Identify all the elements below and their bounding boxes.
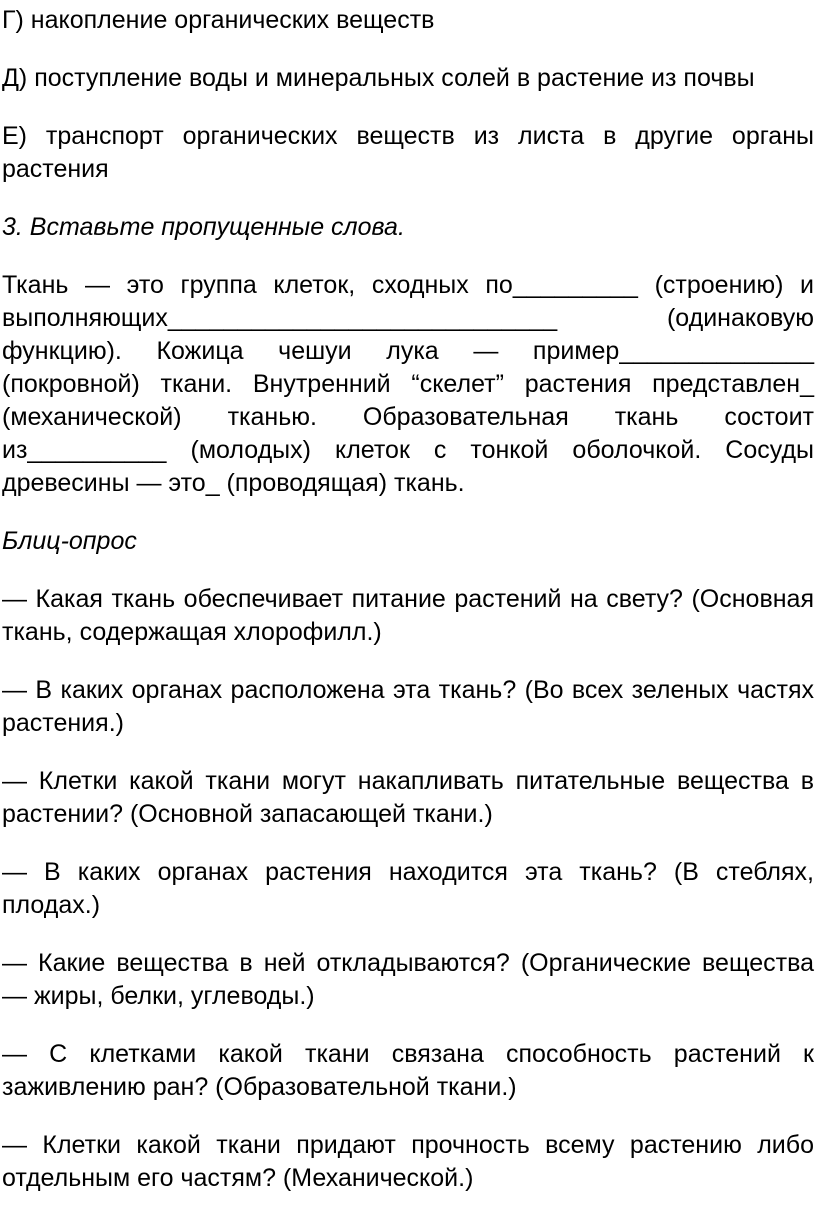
blitz-question-1: — Какая ткань обеспечивает питание растений на свету? (Основная ткань, содержащая хлорофилл.) [2, 585, 814, 646]
answer-option-g: Г) накопление органических веществ [2, 6, 435, 34]
blitz-heading: Блиц-опрос [2, 527, 137, 555]
blitz-question-6: — С клетками какой ткани связана способность растений к заживлению ран? (Образовательной ткани.) [2, 1040, 814, 1101]
blitz-question-5: — Какие вещества в ней откладываются? (Органические вещества — жиры, белки, углеводы.) [2, 949, 814, 1010]
blitz-question-3: — Клетки какой ткани могут накапливать питательные вещества в растении? (Основной запасающей ткани.) [2, 767, 814, 828]
document-page [2, 4, 814, 1195]
blitz-question-2: — В каких органах расположена эта ткань? (Во всех зеленых частях растения.) [2, 676, 814, 737]
answer-option-d: Д) поступление воды и минеральных солей в растение из почвы [2, 64, 755, 92]
blitz-question-4: — В каких органах растения находится эта ткань? (В стеблях, плодах.) [2, 858, 814, 919]
blitz-question-7: — Клетки какой ткани придают прочность всему растению либо отдельным его частям? (Механической.) [2, 1131, 814, 1192]
task3-heading: 3. Вставьте пропущенные слова. [2, 213, 405, 241]
task3-fill-in-text: Ткань — это группа клеток, сходных по_________ (строению) и выполняющих____________________________ (одинаковую функцию). Кожица чешуи лука — пример______________ (покровной) ткани. Внутренний “скелет” растения представлен_ (механической) тканью. Образовательная ткань состоит из__________ (молодых) клеток с тонкой оболочкой. Сосуды древесины — это_ (проводящая) ткань. [2, 271, 814, 497]
answer-option-e: Е) транспорт органических веществ из листа в другие органы растения [2, 122, 814, 183]
